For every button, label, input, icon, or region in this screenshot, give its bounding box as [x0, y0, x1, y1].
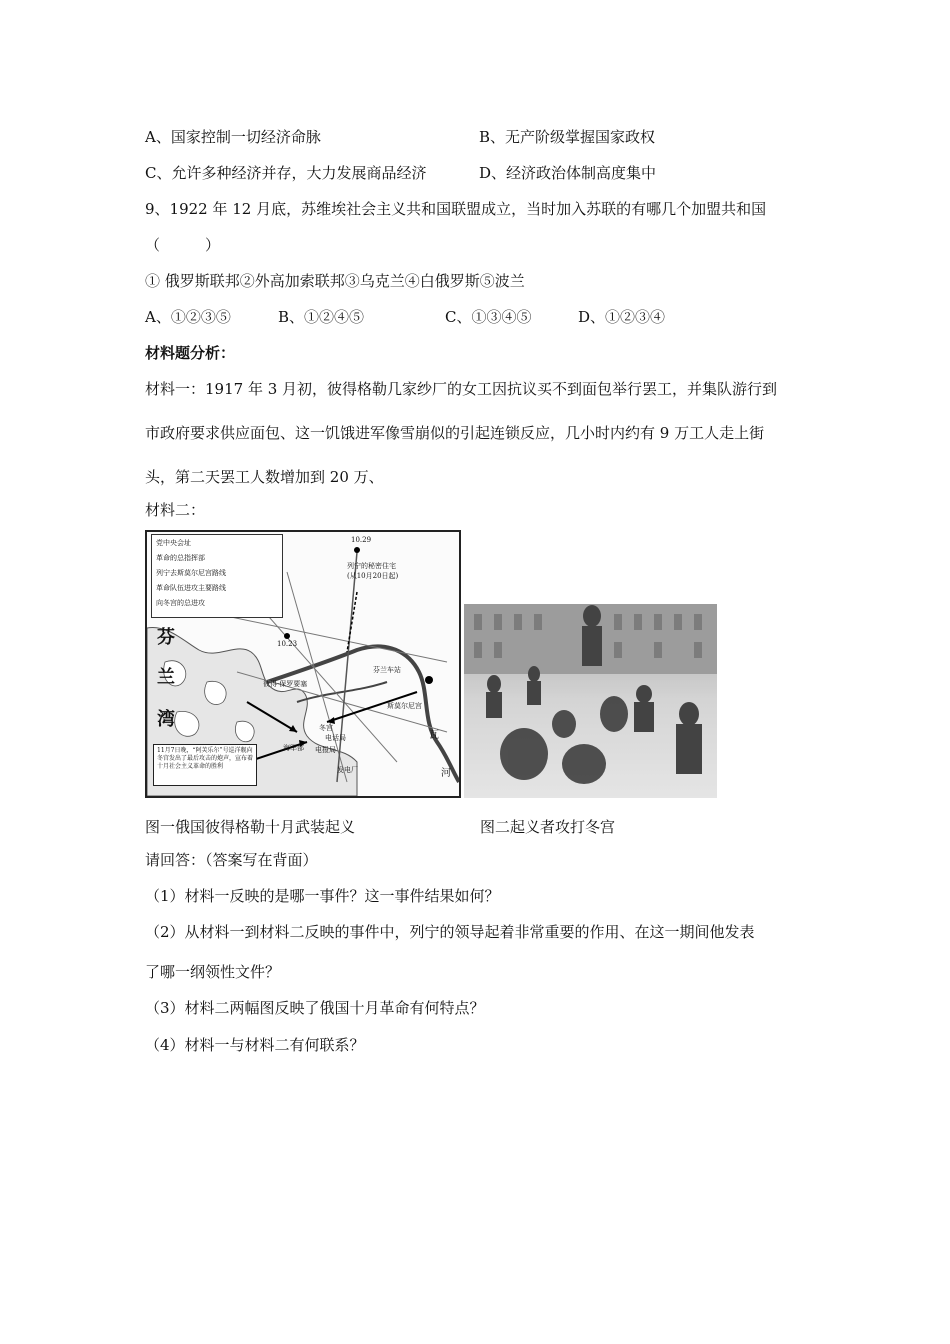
map-label-lenin-house: 列宁的秘密住宅 [347, 562, 396, 570]
map-label-river-2: 河 [441, 768, 451, 779]
material-one-line2: 市政府要求供应面包、这一饥饿进军像雪崩似的引起连锁反应，几小时内约有 9 万工人走上街 [145, 424, 765, 442]
material-one-line1: 材料一：1917 年 3 月初，彼得格勒几家纱厂的女工因抗议买不到面包举行罢工，并集队游行到 [145, 380, 778, 398]
q8-option-c: C、允许多种经济并存，大力发展商品经济 [145, 164, 427, 182]
legend-item-lenin-route: 列宁去斯莫尔尼宫路线 [156, 569, 226, 577]
material-two-label: 材料二： [145, 501, 206, 519]
map-label-power-plant: 发电厂 [337, 766, 358, 774]
map-label-winter-palace: 冬宫 [319, 724, 333, 732]
map-note-aurora: 11月7日晚，“阿芙乐尔”号巡洋舰向冬宫发出了最后攻击的炮声，宣布着十月社会主义革命的胜利 [153, 744, 257, 786]
q8-option-b: B、无产阶级掌握国家政权 [479, 128, 656, 146]
photo-drawing [464, 604, 717, 798]
q8-option-d: D、经济政治体制高度集中 [479, 164, 657, 182]
figure1-caption: 图一俄国彼得格勒十月武装起义 [145, 818, 356, 836]
map-label-admiralty: 海军部 [283, 744, 304, 752]
map-label-gulf-1: 芬 [157, 627, 175, 648]
q9-choices: ① 俄罗斯联邦②外高加索联邦③乌克兰④白俄罗斯⑤波兰 [145, 272, 525, 290]
q9-option-d: D、①②③④ [578, 308, 666, 326]
answer-prompt: 请回答：（答案写在背面） [145, 851, 318, 869]
q9-answer-blank: （ ） [145, 236, 221, 254]
q9-option-a: A、①②③⑤ [145, 308, 231, 326]
q9-option-b: B、①②④⑤ [278, 308, 365, 326]
petrograd-uprising-map [145, 530, 461, 798]
legend-item-final-assault: 向冬宫的总进攻 [156, 599, 205, 607]
map-legend [151, 534, 283, 618]
map-label-gulf-2: 兰 [157, 667, 175, 688]
map-label-1029: 10.29 [351, 536, 372, 544]
map-label-telephone: 电话局 [325, 734, 346, 742]
legend-item-attack-route: 革命队伍进攻主要路线 [156, 584, 226, 592]
question-2-line2: 了哪一纲领性文件？ [145, 963, 281, 981]
question-1: （1）材料一反映的是哪一事件？这一事件结果如何？ [145, 887, 500, 905]
winter-palace-storming-photo [464, 604, 717, 798]
map-label-river-1: 瓦 [429, 730, 439, 741]
q9-option-c: C、①③④⑤ [445, 308, 532, 326]
question-2-line1: （2）从材料一到材料二反映的事件中，列宁的领导起着非常重要的作用、在这一期间他发表 [145, 923, 755, 941]
legend-item-command: 革命的总指挥部 [156, 554, 205, 562]
legend-item-party-hq: 党中央会址 [156, 539, 191, 547]
map-label-smolny: 斯莫尔尼宫 [387, 702, 422, 710]
material-one-line3: 头，第二天罢工人数增加到 20 万、 [145, 468, 384, 486]
map-label-lenin-house-date: (从10月20日起) [347, 572, 399, 580]
map-label-finland-station: 芬兰车站 [373, 666, 401, 674]
map-label-telegraph: 电报局 [315, 746, 336, 754]
map-label-gulf-3: 湾 [157, 709, 175, 730]
q8-option-a: A、国家控制一切经济命脉 [145, 128, 321, 146]
map-label-1023: 10.23 [277, 640, 298, 648]
question-4: （4）材料一与材料二有何联系？ [145, 1036, 365, 1054]
figure2-caption: 图二起义者攻打冬宫 [480, 818, 616, 836]
q9-stem: 9、1922 年 12 月底，苏维埃社会主义共和国联盟成立，当时加入苏联的有哪几个加盟共和国 [145, 200, 767, 218]
question-3: （3）材料二两幅图反映了俄国十月革命有何特点？ [145, 999, 485, 1017]
material-heading: 材料题分析： [145, 344, 236, 362]
map-label-peter-paul: 彼得·保罗要塞 [263, 680, 308, 688]
